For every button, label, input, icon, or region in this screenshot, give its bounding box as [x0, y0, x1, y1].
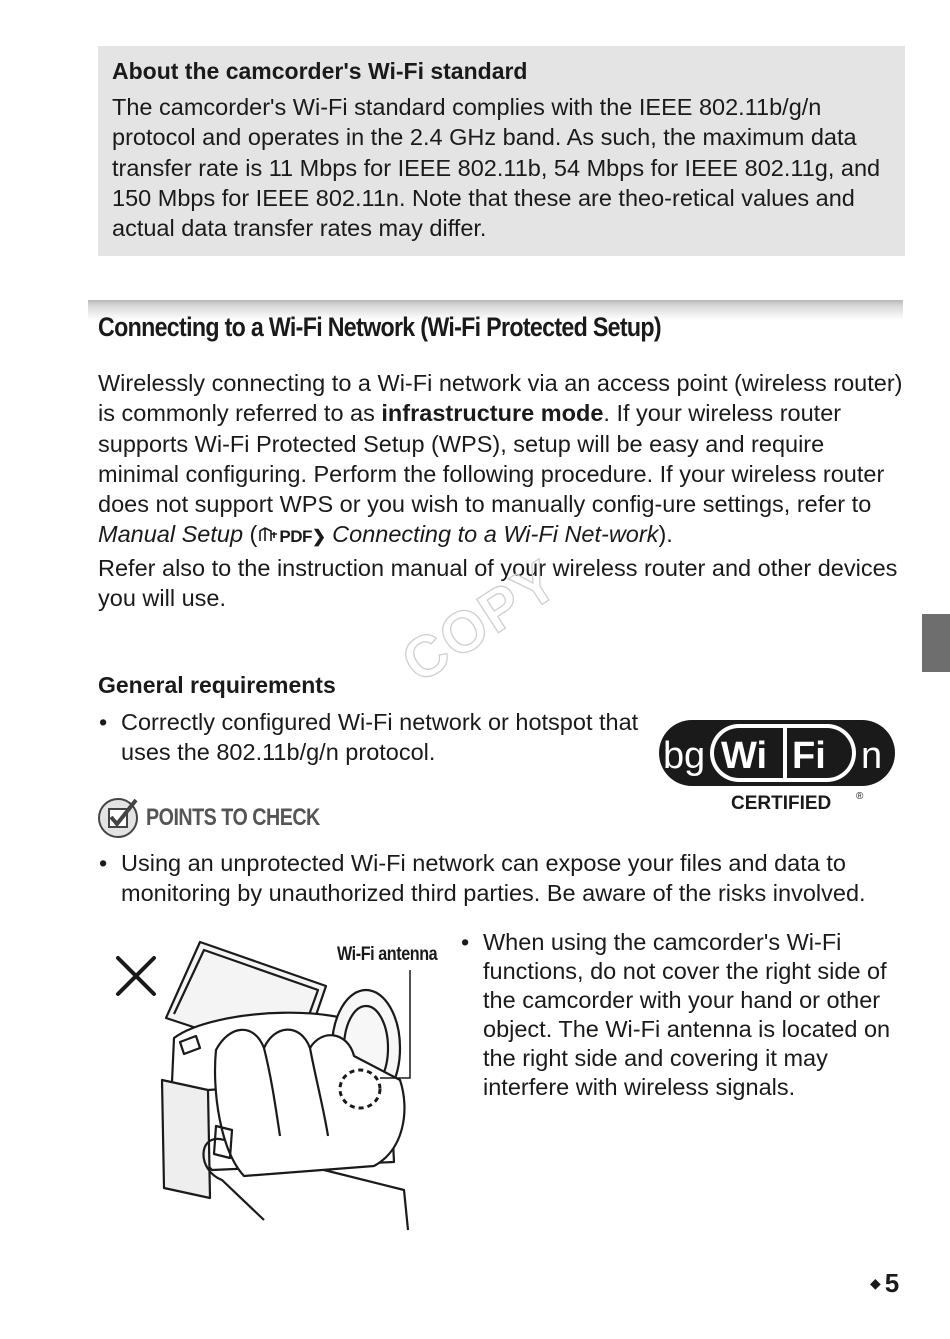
intro-text-2: . If your wireless router supports Wi-Fi Protected Setup (WPS), setup will be easy and require minimal configuring. Perform the following procedure. If your wireless router does not support WPS or you wish to manually config-ure settings, refer to — [98, 400, 885, 518]
svg-text:CERTIFIED: CERTIFIED — [731, 793, 832, 814]
intro-text-1: Wirelessly connecting to a Wi-Fi network via an access point (wireless router) is commonly referred to as — [98, 370, 903, 427]
requirements-heading: General requirements — [98, 672, 336, 698]
svg-text:Wi: Wi — [721, 735, 768, 777]
svg-text:®: ® — [856, 791, 864, 802]
manual-setup-ref: Manual Setup — [98, 521, 244, 548]
checkmark-icon — [98, 796, 140, 838]
paren-close: ). — [658, 521, 673, 548]
points-to-check-label: POINTS TO CHECK — [146, 804, 320, 831]
wifi-network-link[interactable]: Connecting to a Wi-Fi Net-work — [325, 521, 659, 548]
chapter-tab — [922, 614, 950, 672]
refer-also-text: Refer also to the instruction manual of your wireless router and other devices you will use. — [98, 554, 898, 612]
svg-text:n: n — [861, 735, 883, 777]
svg-text:Fi: Fi — [792, 735, 826, 777]
wifi-certified-logo — [657, 716, 897, 816]
diamond-icon: ◆ — [870, 1275, 881, 1291]
wifi-standard-note — [98, 46, 905, 256]
copy-watermark: COPY — [390, 546, 571, 696]
bullet-dot: • — [99, 709, 108, 735]
cross-mark-icon — [118, 958, 154, 994]
section-title: Connecting to a Wi-Fi Network (Wi-Fi Protected Setup) — [98, 312, 661, 342]
camcorder-hand-illustration — [104, 930, 454, 1240]
warning-item — [99, 849, 909, 908]
note-heading: About the camcorder's Wi-Fi standard — [112, 58, 528, 84]
paren-open: ( — [243, 521, 258, 548]
svg-text:g: g — [684, 735, 706, 777]
antenna-warning-item — [461, 928, 909, 1102]
note-body: The camcorder's Wi-Fi standard complies with the IEEE 802.11b/g/n protocol and operates in the 2.4 GHz band. As such, the maximum data transfer rate is 11 Mbps for IEEE 802.11b, 54 Mbps for IEEE 802.11g, and 150 Mbps for IEEE 802.11n. Note that these are theo-retical values and actual data transfer rates may differ. — [112, 94, 881, 242]
antenna-label: Wi-Fi antenna — [337, 944, 438, 965]
bullet-dot: • — [99, 850, 108, 876]
requirement-text: Correctly configured Wi-Fi network or hotspot that uses the 802.11b/g/n protocol. — [121, 709, 639, 765]
pdf-reference-icon — [257, 522, 325, 552]
infrastructure-mode-term: infrastructure mode — [381, 400, 604, 427]
requirement-item — [99, 708, 639, 767]
warning-text: Using an unprotected Wi-Fi network can expose your files and data to monitoring by unauthorized third parties. Be aware of the risks involved. — [121, 850, 866, 906]
points-to-check-header — [98, 796, 358, 838]
page-number-value: 5 — [884, 1268, 900, 1298]
page-number — [870, 1268, 899, 1299]
svg-text:b: b — [663, 735, 685, 777]
bullet-dot: • — [461, 929, 470, 955]
antenna-warning-text: When using the camcorder's Wi-Fi functions, do not cover the right side of the camcorder with your hand or other object. The Wi-Fi antenna is located on the right side and covering it may interfere with wireless signals. — [483, 929, 891, 1100]
pdf-arrow: ❯ — [311, 527, 326, 547]
pdf-label: PDF — [279, 527, 312, 547]
